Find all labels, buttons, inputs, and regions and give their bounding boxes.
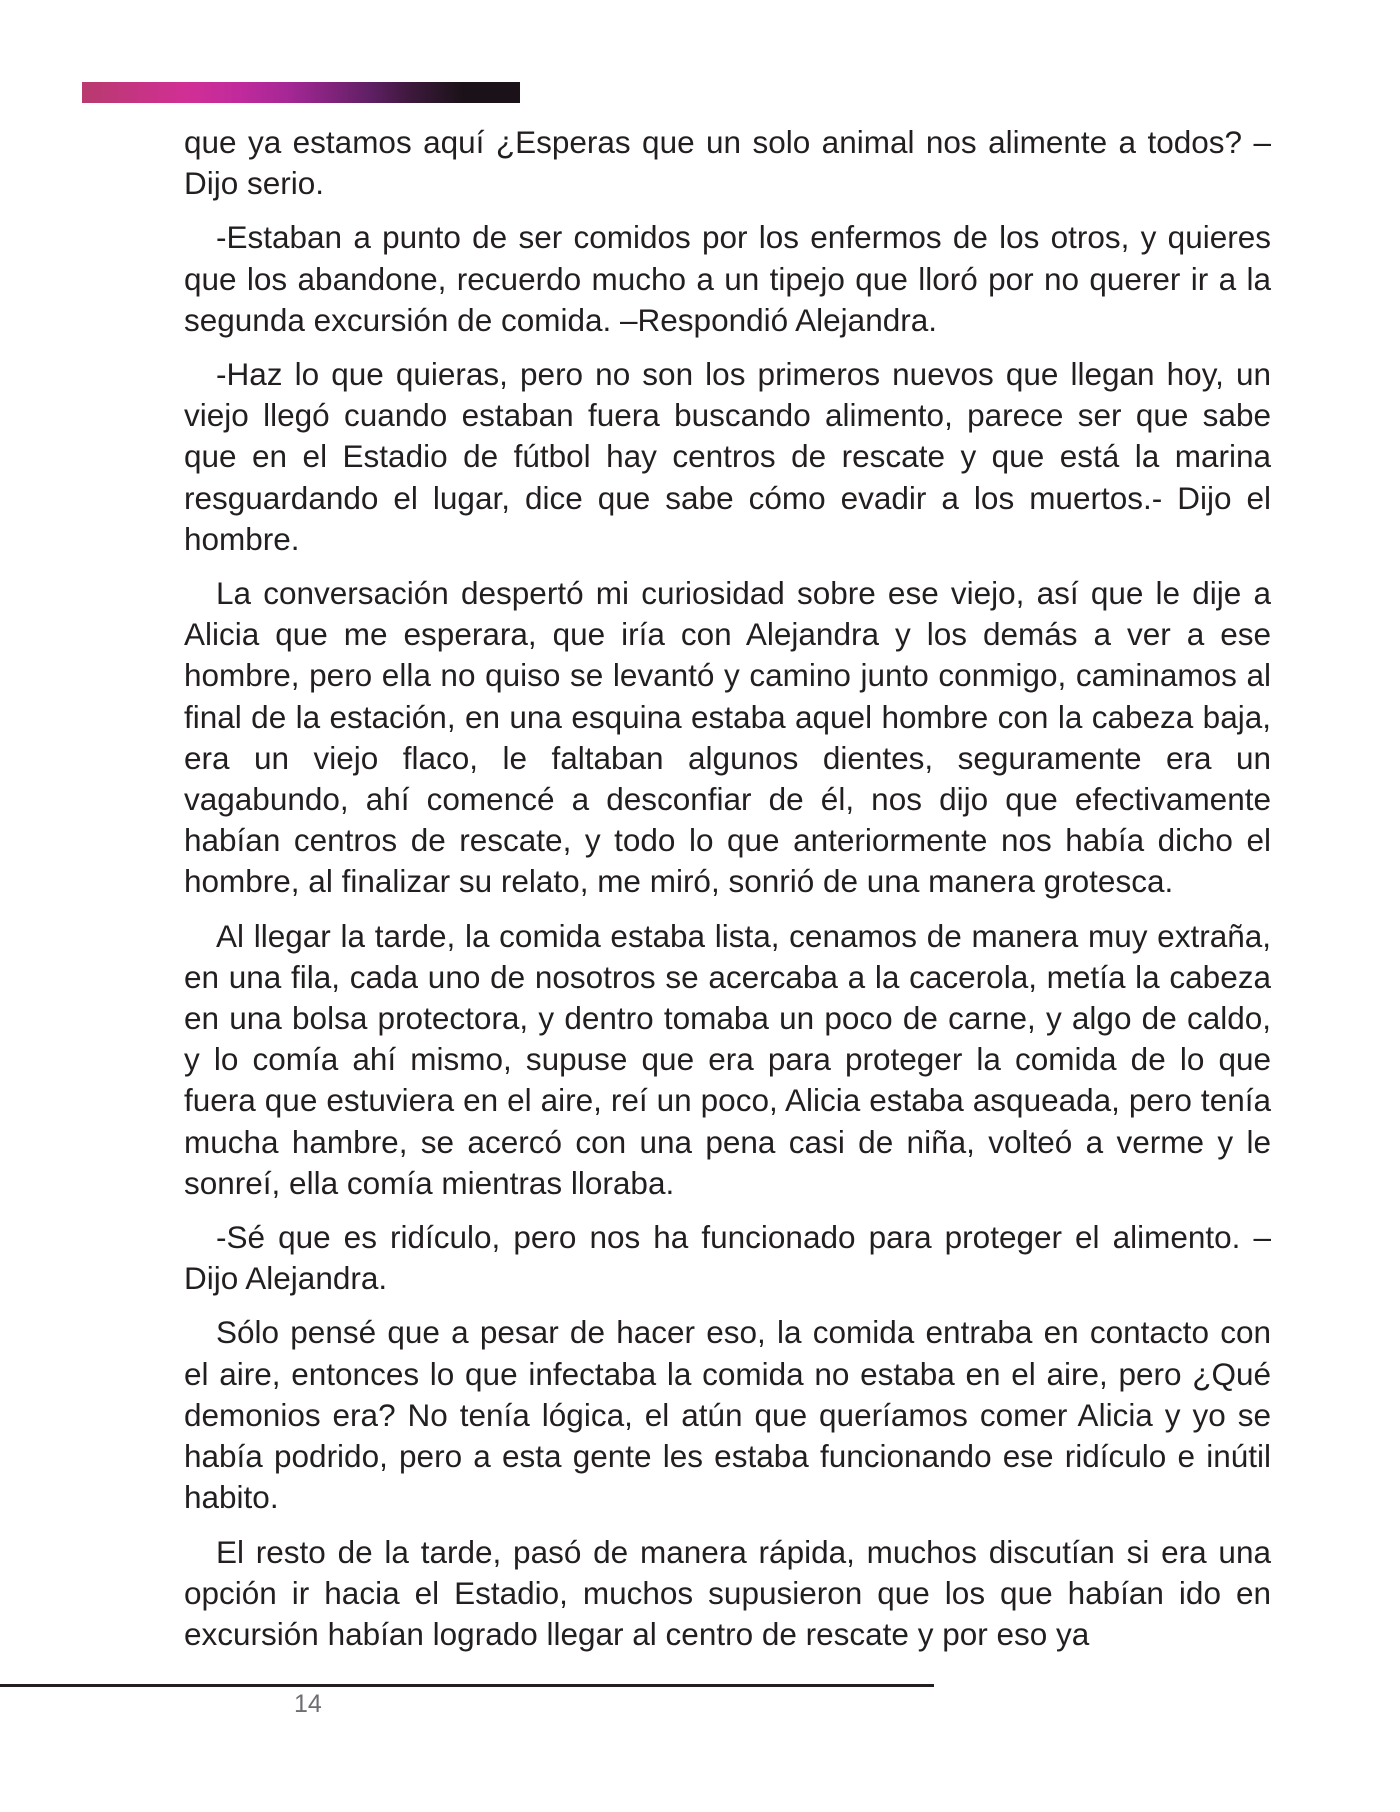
header-bar-segment <box>414 82 464 103</box>
body-text <box>184 122 1271 1668</box>
paragraph-6: -Sé que es ridículo, pero nos ha funcionado para proteger el alimento. –Dijo Alejandra. <box>184 1219 1271 1297</box>
paragraph-8: El resto de la tarde, pasó de manera rápida, muchos discutían si era una opción ir hacia el Estadio, muchos supusieron que los que habían ido en excursión habían logrado llegar al centro de rescate y por eso ya <box>184 1533 1271 1652</box>
header-bar-segment <box>464 82 520 103</box>
header-bar-segment <box>372 82 414 103</box>
header-bar-segment <box>290 82 372 103</box>
paragraph-4: La conversación despertó mi curiosidad sobre ese viejo, así que le dije a Alicia que me esperara, que iría con Alejandra y los demás a ver a ese hombre, pero ella no quiso se levantó y camino junto conmigo, caminamos al final de la estación, en una esquina estaba aquel hombre con la cabeza baja, era un viejo flaco, le faltaban algunos dientes, seguramente era un vagabundo, ahí comencé a desconfiar de él, nos dijo que efectivamente habían centros de rescate, y todo lo que anteriormente nos había dicho el hombre, al finalizar su relato, me miró, sonrió de una manera grotesca. <box>184 575 1271 900</box>
paragraph-3: -Haz lo que quieras, pero no son los primeros nuevos que llegan hoy, un viejo llegó cuando estaban fuera buscando alimento, parece ser que sabe que en el Estadio de fútbol hay centros de rescate y que está la marina resguardando el lugar, dice que sabe cómo evadir a los muertos.- Dijo el hombre. <box>184 356 1271 557</box>
footer-rule <box>0 1684 934 1687</box>
header-bar-segment <box>186 82 238 103</box>
paragraph-2: -Estaban a punto de ser comidos por los enfermos de los otros, y quieres que los abandone, recuerdo mucho a un tipejo que lloró por no querer ir a la segunda excursión de comida. –Respondió Alejandra. <box>184 219 1271 338</box>
header-bar-segment <box>82 82 186 103</box>
header-bar-segment <box>238 82 290 103</box>
paragraph-5: Al llegar la tarde, la comida estaba lista, cenamos de manera muy extraña, en una fila, cada uno de nosotros se acercaba a la cacerola, metía la cabeza en una bolsa protectora, y dentro tomaba un poco de carne, y algo de caldo, y lo comía ahí mismo, supuse que era para proteger la comida de lo que fuera que estuviera en el aire, reí un poco, Alicia estaba asqueada, pero tenía mucha hambre, se acercó con una pena casi de niña, volteó a verme y le sonreí, ella comía mientras lloraba. <box>184 917 1271 1201</box>
paragraph-7: Sólo pensé que a pesar de hacer eso, la comida entraba en contacto con el aire, entonces lo que infectaba la comida no estaba en el aire, pero ¿Qué demonios era? No tenía lógica, el atún que queríamos comer Alicia y yo se había podrido, pero a esta gente les estaba funcionando ese ridículo e inútil habito. <box>184 1314 1271 1516</box>
paragraph-1: que ya estamos aquí ¿Esperas que un solo animal nos alimente a todos? –Dijo serio. <box>184 124 1271 202</box>
header-color-bar <box>82 82 520 103</box>
page-number: 14 <box>294 1690 322 1718</box>
